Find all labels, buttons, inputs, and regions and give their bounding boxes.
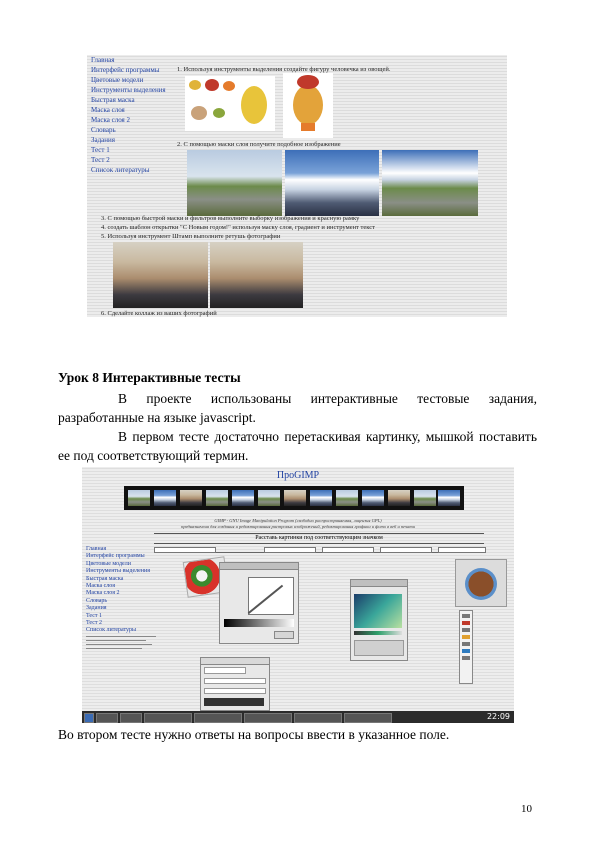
color-options[interactable]: [354, 640, 404, 656]
color-slider[interactable]: [354, 631, 402, 635]
nav-item[interactable]: Главная: [86, 546, 107, 552]
color-gradient-area[interactable]: [354, 594, 402, 628]
taskbar-button[interactable]: [244, 713, 292, 723]
nav-item[interactable]: Маска слоя: [86, 583, 115, 590]
filmstrip-frame: [310, 490, 332, 506]
nav-item[interactable]: Маска слоя 2: [91, 116, 131, 124]
test-screenshot: [82, 467, 514, 723]
tool-icon[interactable]: [462, 642, 470, 646]
taskbar-button[interactable]: [120, 713, 142, 723]
filmstrip-frame: [388, 490, 410, 506]
answer-slot[interactable]: [322, 547, 374, 553]
dialog-titlebar[interactable]: [351, 580, 407, 587]
nav-item[interactable]: Быстрая маска: [86, 575, 124, 582]
answer-slot[interactable]: [438, 547, 486, 553]
filmstrip-frame: [438, 490, 460, 506]
nav-item[interactable]: Интерфейс программы: [91, 66, 160, 74]
tool-icon[interactable]: [462, 614, 470, 618]
tool-icon[interactable]: [462, 656, 470, 660]
answer-slot[interactable]: [264, 547, 316, 553]
filmstrip-frame: [336, 490, 358, 506]
filmstrip-frame: [232, 490, 254, 506]
filmstrip-frame: [414, 490, 436, 506]
nav-item[interactable]: Цветовые модели: [91, 76, 144, 84]
gimp-curves-dialog[interactable]: [219, 562, 299, 644]
filmstrip-frame: [284, 490, 306, 506]
opacity-field[interactable]: [204, 678, 266, 684]
task-3-text: 3. С помощью быстрой маски и фильтров выполните выборку изображения и красную рамку: [101, 215, 360, 222]
nav-item[interactable]: Цветовые модели: [86, 560, 131, 567]
footer-paragraph: Во втором тесте нужно ответы на вопросы ввести в указанное поле.: [58, 727, 450, 742]
park-photo: [187, 150, 282, 216]
nav-item[interactable]: Инструменты выделения: [86, 568, 150, 575]
park-alps-photo: [382, 150, 478, 216]
nav-item[interactable]: Тест 1: [91, 146, 110, 154]
tool-icon[interactable]: [462, 628, 470, 632]
gradient-bar: [224, 619, 294, 627]
task-1-text: 1. Используя инструменты выделения создайте фигуру человечка из овощей.: [177, 66, 391, 73]
paragraph-1: В проекте использованы интерактивные тестовые задания, разработанные на языке javascript.: [58, 391, 537, 425]
couple-photo-before: [113, 242, 208, 308]
filmstrip-frame: [362, 490, 384, 506]
layer-field[interactable]: [204, 688, 266, 694]
task-2-text: 2. С помощью маски слоя получите подобное изображение: [177, 141, 341, 148]
nav-item[interactable]: Маска слоя: [91, 106, 125, 114]
nav-item[interactable]: Инструменты выделения: [91, 86, 166, 94]
nav-item[interactable]: Задания: [91, 136, 115, 144]
gimp-color-dialog[interactable]: [350, 579, 408, 661]
moose-image[interactable]: [455, 559, 507, 607]
tool-icon[interactable]: [462, 621, 470, 625]
filmstrip-frame: [206, 490, 228, 506]
nav-item[interactable]: Список литературы: [86, 627, 137, 634]
ok-button[interactable]: [274, 631, 294, 639]
taskbar: [82, 711, 514, 723]
gimp-toolbox[interactable]: [459, 610, 473, 684]
lesson-screenshot: [87, 55, 507, 317]
gimp-layers-panel[interactable]: [200, 657, 270, 711]
taskbar-button[interactable]: [96, 713, 118, 723]
taskbar-button[interactable]: [294, 713, 342, 723]
nav-item[interactable]: Интерфейс программы: [86, 553, 145, 560]
test-instruction: Расставь картинки под соответствующим значком: [154, 533, 484, 544]
lesson-nav-menu: [91, 55, 181, 175]
nav-item[interactable]: Главная: [91, 56, 115, 64]
layer-thumbnail-row[interactable]: [204, 698, 264, 706]
curves-graph[interactable]: [248, 577, 294, 615]
site-subtitle-1: GIMP - GNU Image Manipulation Program (свободно распространяемая, лицензия GPL): [214, 518, 382, 523]
site-title: ПроGIMP: [276, 470, 320, 481]
mode-select[interactable]: [204, 667, 246, 674]
answer-slot[interactable]: [380, 547, 432, 553]
answer-slots-row: [154, 547, 484, 553]
task-4-text: 4. создать шаблон открытки "С Новым годом!" используя маску слоя, градиент и инструмент текст: [101, 224, 375, 231]
filmstrip-frame: [258, 490, 280, 506]
panel-titlebar[interactable]: [201, 658, 269, 665]
taskbar-button[interactable]: [194, 713, 242, 723]
paragraph-2: В первом тесте достаточно перетаскивая картинку, мышкой поставить ее под соответствующий термин.: [58, 429, 537, 463]
filmstrip-frame: [154, 490, 176, 506]
tool-icon[interactable]: [462, 635, 470, 639]
photo-filmstrip: [124, 486, 464, 510]
nav-item[interactable]: Задания: [86, 605, 107, 612]
nav-item[interactable]: Словарь: [91, 126, 116, 134]
vegetables-image: [185, 76, 275, 131]
page-number: 10: [521, 803, 532, 815]
taskbar-button[interactable]: [144, 713, 192, 723]
nav-item[interactable]: Быстрая маска: [91, 96, 135, 104]
lesson-heading: Урок 8 Интерактивные тесты: [58, 370, 241, 385]
veggie-man-image: [283, 73, 333, 138]
tool-icon[interactable]: [462, 649, 470, 653]
alps-photo: [285, 150, 379, 216]
nav-item[interactable]: Тест 2: [91, 156, 110, 164]
nav-item[interactable]: Тест 1: [86, 612, 103, 619]
clock: 22:09: [486, 712, 510, 721]
task-6-text: 6. Сделайте коллаж из ваших фотографий: [101, 310, 217, 317]
dialog-titlebar[interactable]: [220, 563, 298, 570]
nav-info-lines: [86, 633, 156, 651]
start-menu-icon[interactable]: [84, 713, 94, 723]
taskbar-button[interactable]: [344, 713, 392, 723]
test-nav-menu: [86, 546, 166, 635]
couple-photo-after: [210, 242, 303, 308]
nav-item[interactable]: Маска слоя 2: [86, 590, 120, 597]
filmstrip-frame: [128, 490, 150, 506]
task-5-text: 5. Используя инструмент Штамп выполните ретушь фотографии: [101, 233, 281, 240]
nav-item[interactable]: Тест 2: [86, 620, 103, 627]
nav-item[interactable]: Словарь: [86, 597, 108, 604]
site-subtitle-2: предназначена для создания и редактирования растровых изображений, редактирования графики и фото в веб и печати: [181, 524, 415, 529]
nav-item[interactable]: Список литературы: [91, 166, 150, 174]
filmstrip-frame: [180, 490, 202, 506]
